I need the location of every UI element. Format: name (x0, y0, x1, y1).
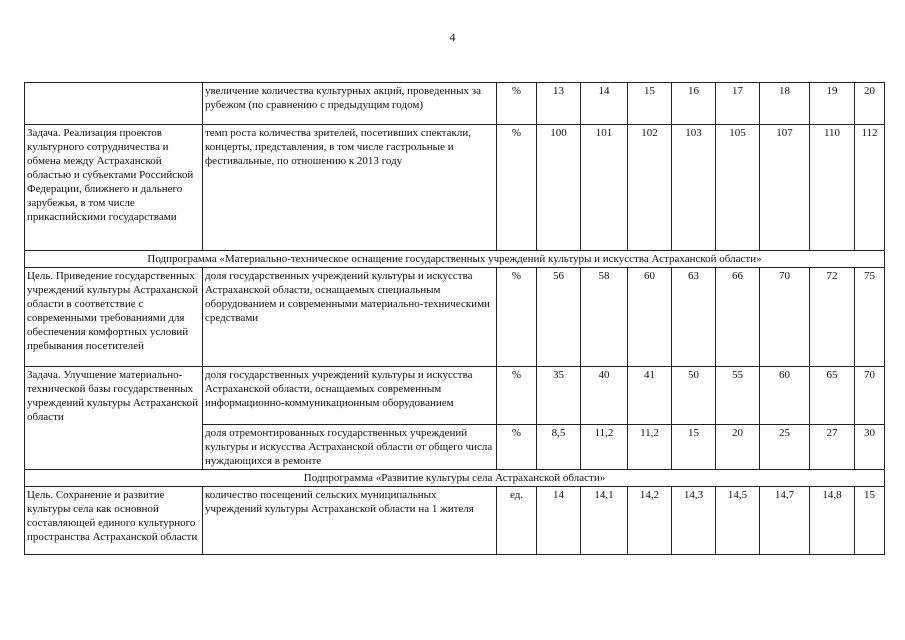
unit-cell: % (497, 268, 537, 367)
unit-cell: % (497, 367, 537, 425)
goal-cell: Задача. Улучшение материально-технической базы государственных учреждений культуры Астраханской области (25, 367, 203, 470)
value-cell: 50 (672, 367, 716, 425)
page-number: 4 (449, 30, 456, 44)
subprogram-row (25, 470, 885, 487)
value-cell: 15 (628, 83, 672, 125)
value-cell: 72 (810, 268, 855, 367)
goal-cell: Задача. Реализация проектов культурного сотрудничества и обмена между Астраханской областью и субъектами Российской Федерации, ближнего и дальнего зарубежья, в том числе прикаспийскими государствами (25, 125, 203, 251)
unit-cell: % (497, 425, 537, 470)
indicator-cell: доля государственных учреждений культуры и искусства Астраханской области, оснащаемых специальным оборудованием и современными материально-техническими средствами (203, 268, 497, 367)
value-cell: 101 (581, 125, 628, 251)
value-cell: 14,1 (581, 487, 628, 555)
value-cell: 11,2 (628, 425, 672, 470)
value-cell: 60 (760, 367, 810, 425)
table-row (25, 487, 885, 555)
unit-cell: % (497, 83, 537, 125)
value-cell: 14,3 (672, 487, 716, 555)
goal-cell: Цель. Сохранение и развитие культуры села как основной составляющей единого культурного пространства Астраханской области (25, 487, 203, 555)
value-cell: 11,2 (581, 425, 628, 470)
value-cell: 18 (760, 83, 810, 125)
value-cell: 14 (581, 83, 628, 125)
value-cell: 102 (628, 125, 672, 251)
indicators-table (24, 82, 885, 555)
value-cell: 15 (672, 425, 716, 470)
value-cell: 17 (716, 83, 760, 125)
value-cell: 25 (760, 425, 810, 470)
value-cell: 63 (672, 268, 716, 367)
value-cell: 70 (760, 268, 810, 367)
value-cell: 70 (855, 367, 885, 425)
value-cell: 19 (810, 83, 855, 125)
value-cell: 103 (672, 125, 716, 251)
value-cell: 27 (810, 425, 855, 470)
value-cell: 16 (672, 83, 716, 125)
table-row (25, 367, 885, 425)
value-cell: 20 (716, 425, 760, 470)
table-row (25, 268, 885, 367)
value-cell: 14,7 (760, 487, 810, 555)
value-cell: 65 (810, 367, 855, 425)
value-cell: 58 (581, 268, 628, 367)
unit-cell: % (497, 125, 537, 251)
table-row (25, 125, 885, 251)
indicator-cell: доля отремонтированных государственных учреждений культуры и искусства Астраханской области от общего числа нуждающихся в ремонте (203, 425, 497, 470)
subprogram-title: Подпрограмма «Материально-техническое оснащение государственных учреждений культуры и искусства Астраханской области» (25, 251, 885, 268)
value-cell: 60 (628, 268, 672, 367)
table-row (25, 83, 885, 125)
value-cell: 41 (628, 367, 672, 425)
value-cell: 14 (537, 487, 581, 555)
subprogram-row (25, 251, 885, 268)
value-cell: 20 (855, 83, 885, 125)
indicator-cell: увеличение количества культурных акций, проведенных за рубежом (по сравнению с предыдущим годом) (203, 83, 497, 125)
value-cell: 8,5 (537, 425, 581, 470)
value-cell: 75 (855, 268, 885, 367)
value-cell: 107 (760, 125, 810, 251)
indicator-cell: доля государственных учреждений культуры и искусства Астраханской области, оснащаемых современным информационно-коммуникационным оборудованием (203, 367, 497, 425)
indicator-cell: темп роста количества зрителей, посетивших спектакли, концерты, представления, в том числе гастрольные и фестивальные, по отношению к 2013 году (203, 125, 497, 251)
value-cell: 110 (810, 125, 855, 251)
value-cell: 66 (716, 268, 760, 367)
value-cell: 55 (716, 367, 760, 425)
subprogram-title: Подпрограмма «Развитие культуры села Астраханской области» (25, 470, 885, 487)
value-cell: 35 (537, 367, 581, 425)
value-cell: 56 (537, 268, 581, 367)
goal-cell (25, 83, 203, 125)
value-cell: 112 (855, 125, 885, 251)
value-cell: 40 (581, 367, 628, 425)
indicator-cell: количество посещений сельских муниципальных учреждений культуры Астраханской области на 1 жителя (203, 487, 497, 555)
unit-cell: ед. (497, 487, 537, 555)
goal-cell: Цель. Приведение государственных учреждений культуры Астраханской области в соответствие с современными требованиями для обеспечения комфортных условий пребывания посетителей (25, 268, 203, 367)
value-cell: 14,5 (716, 487, 760, 555)
value-cell: 105 (716, 125, 760, 251)
value-cell: 14,8 (810, 487, 855, 555)
value-cell: 13 (537, 83, 581, 125)
value-cell: 100 (537, 125, 581, 251)
value-cell: 14,2 (628, 487, 672, 555)
value-cell: 15 (855, 487, 885, 555)
value-cell: 30 (855, 425, 885, 470)
